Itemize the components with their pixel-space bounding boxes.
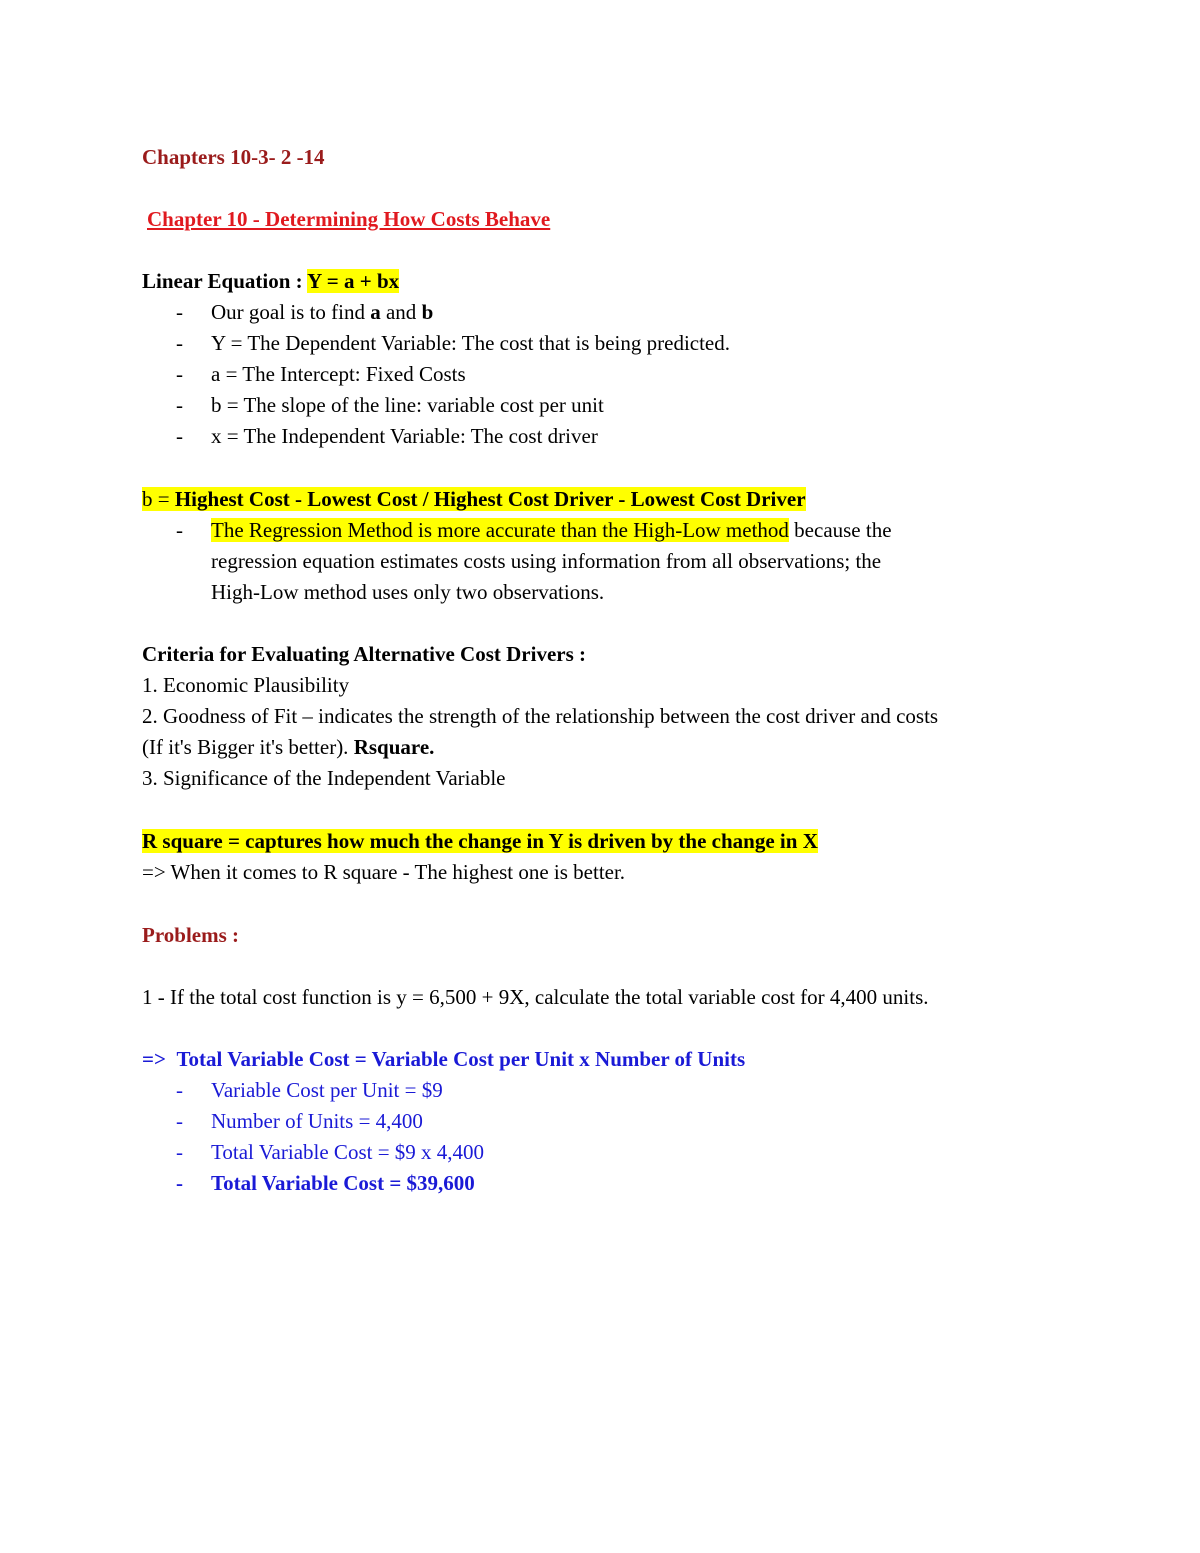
bullet-dash: - (176, 1171, 183, 1195)
bullet-dash: - (176, 1078, 183, 1102)
regression-note-highlight: The Regression Method is more accurate than the High-Low method (211, 518, 789, 542)
linear-item-a: a = The Intercept: Fixed Costs (211, 362, 466, 386)
linear-equation-formula: Y = a + bx (307, 269, 400, 293)
regression-note-line1: The Regression Method is more accurate than the High-Low method because the (211, 518, 892, 542)
criteria-item-2-continued: (If it's Bigger it's better). Rsquare. (142, 735, 435, 759)
criteria-item-3: 3. Significance of the Independent Variable (142, 766, 506, 790)
criteria-heading: Criteria for Evaluating Alternative Cost Drivers : (142, 642, 587, 666)
chapter-title: Chapter 10 - Determining How Costs Behave (147, 207, 551, 231)
chapters-heading: Chapters 10-3- 2 -14 (142, 145, 325, 169)
problem-1: 1 - If the total cost function is y = 6,500 + 9X, calculate the total variable cost for 4,400 units. (142, 985, 929, 1009)
linear-item-goal: Our goal is to find a and b (211, 300, 434, 324)
linear-equation-heading (142, 268, 399, 294)
bullet-dash: - (176, 393, 183, 417)
slope-formula: Highest Cost - Lowest Cost / Highest Cost Driver - Lowest Cost Driver (174, 487, 806, 511)
bullet-dash: - (176, 331, 183, 355)
criteria-item-2: 2. Goodness of Fit – indicates the strength of the relationship between the cost driver and costs (142, 704, 939, 728)
bullet-dash: - (176, 1140, 183, 1164)
step-number-of-units: Number of Units = 4,400 (211, 1109, 423, 1133)
linear-equation-label: Linear Equation : (142, 269, 308, 293)
arrow: => (142, 1047, 166, 1071)
rsquare-note: => When it comes to R square - The highest one is better. (142, 860, 626, 884)
slope-prefix: b = (142, 487, 175, 511)
regression-note-line2: regression equation estimates costs using information from all observations; the (211, 549, 882, 573)
linear-item-x: x = The Independent Variable: The cost driver (211, 424, 598, 448)
regression-note-line3: High-Low method uses only two observations. (211, 580, 605, 604)
linear-item-y: Y = The Dependent Variable: The cost that is being predicted. (211, 331, 731, 355)
bullet-dash: - (176, 362, 183, 386)
answer-total-variable-cost: Total Variable Cost = $39,600 (211, 1171, 475, 1195)
bullet-dash: - (176, 518, 183, 542)
problems-heading: Problems : (142, 923, 240, 947)
step-total-variable-cost: Total Variable Cost = $9 x 4,400 (211, 1140, 485, 1164)
total-variable-cost-formula: => Total Variable Cost = Variable Cost per Unit x Number of Units (142, 1047, 746, 1071)
bullet-dash: - (176, 1109, 183, 1133)
bullet-dash: - (176, 424, 183, 448)
step-variable-cost-per-unit: Variable Cost per Unit = $9 (211, 1078, 443, 1102)
rsquare-definition: R square = captures how much the change in Y is driven by the change in X (142, 829, 818, 853)
criteria-item-1: 1. Economic Plausibility (142, 673, 350, 697)
linear-item-b: b = The slope of the line: variable cost per unit (211, 393, 604, 417)
bullet-dash: - (176, 300, 183, 324)
slope-formula-line (142, 486, 806, 512)
